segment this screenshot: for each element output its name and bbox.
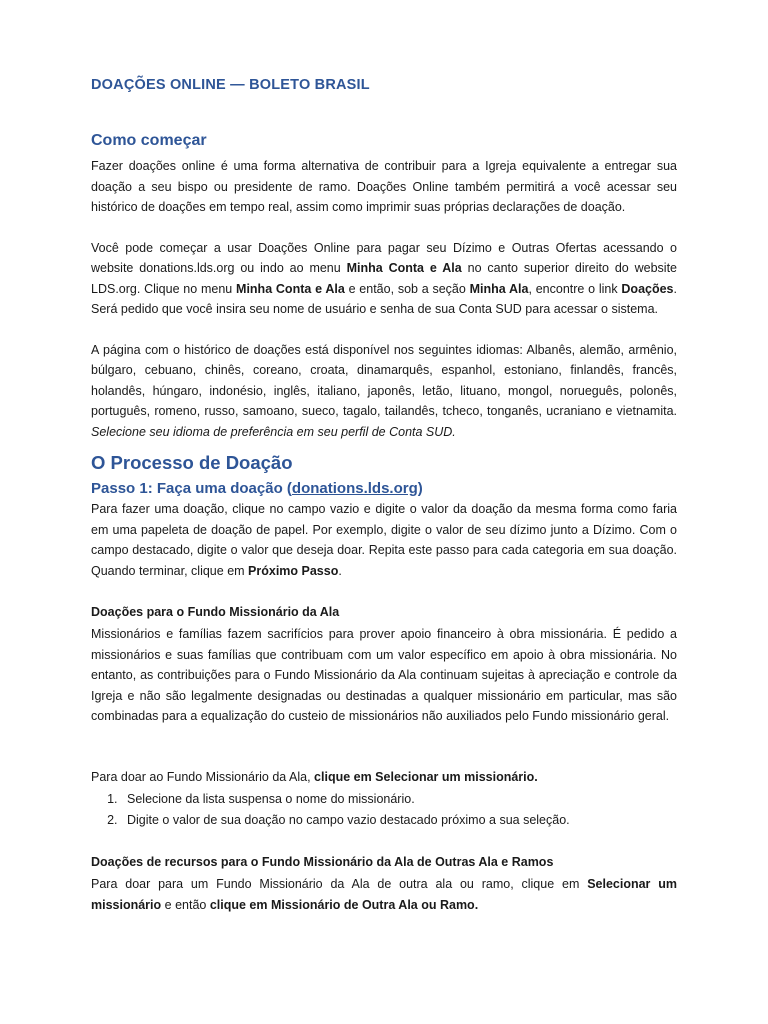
paragraph-outras-alas: Para doar para um Fundo Missionário da Ala de outra ala ou ramo, clique em Selecionar um missionário e então clique em Missionário de Outra Ala ou Ramo. — [91, 877, 677, 912]
paragraph-getting-started: Você pode começar a usar Doações Online para pagar seu Dízimo e Outras Ofertas acessando o website donations.lds.org ou indo ao menu Minha Conta e Ala no canto superior direito do website LDS.org. Clique no menu Minha Conta e Ala e então, sob a seção Minha Ala, encontre o link Doações. Será pedido que você insira seu nome de usuário e senha de sua Conta SUD para acessar o sistema. — [91, 240, 678, 316]
subheading-outras-alas: Doações de recursos para o Fundo Missionário da Ala de Outras Ala e Ramos — [91, 855, 554, 869]
missionary-steps-list — [91, 789, 707, 831]
subheading-fundo-missionario: Doações para o Fundo Missionário da Ala — [91, 605, 340, 619]
donations-link[interactable]: donations.lds.org — [291, 480, 418, 497]
document-title: DOAÇÕES ONLINE — BOLETO BRASIL — [91, 77, 370, 93]
list-item: 2. Digite o valor de sua doação no campo vazio destacado próximo a sua seleção. — [121, 810, 707, 831]
paragraph-languages: A página com o histórico de doações está disponível nos seguintes idiomas: Albanês, alemão, armênio, búlgaro, cebuano, chinês, coreano, croata, dinamarquês, espanhol, estoniano, finlandês, francês, holandês, húngaro, indonésio, inglês, italiano, japonês, letão, lituano, mongol, norueguês, polonês, português, romeno, russo, samoano, sueco, tagalo, tailandês, tcheco, tonganês, ucraniano e vietnamita. Selecione seu idioma de preferência em seu perfil de Conta SUD. — [91, 342, 677, 439]
paragraph-intro: Fazer doações online é uma forma alternativa de contribuir para a Igreja equivalente a entregar sua doação a seu bispo ou presidente de ramo. Doações Online também permitirá a você acessar seu histórico de doações em tempo real, assim como imprimir suas próprias declarações de doação. — [91, 159, 677, 214]
paragraph-fundo-missionario: Missionários e famílias fazem sacrifícios para prover apoio financeiro à obra missionária. É pedido a missionários e suas famílias que contribuam com um valor específico em apoio à obra missionária. No entanto, as contribuições para o Fundo Missionário da Ala continuam sujeitas à apreciação e controle da Igreja e não são legalmente designadas ou destinadas a qualquer missionário em particular, mas são combinadas para a equalização do custeio de missionários não auxiliados pelo Fundo missionário geral. — [91, 627, 677, 723]
section-heading-como-comecar: Como começar — [91, 132, 207, 149]
document-content — [91, 74, 678, 912]
paragraph-step-1: Para fazer uma doação, clique no campo vazio e digite o valor da doação da mesma forma como faria em uma papeleta de doação de papel. Por exemplo, digite o valor de seu dízimo junto a Dízimo. Com o campo destacado, digite o valor que deseja doar. Repita este passo para cada categoria em sua doação. Quando terminar, clique em Próximo Passo. — [91, 502, 677, 578]
step-1-heading: Passo 1: Faça uma doação (donations.lds.org) — [91, 480, 423, 497]
section-heading-processo: O Processo de Doação — [91, 452, 293, 473]
paragraph-doar-fundo: Para doar ao Fundo Missionário da Ala, clique em Selecionar um missionário. — [91, 770, 538, 784]
list-item: 1. Selecione da lista suspensa o nome do missionário. — [121, 789, 707, 810]
